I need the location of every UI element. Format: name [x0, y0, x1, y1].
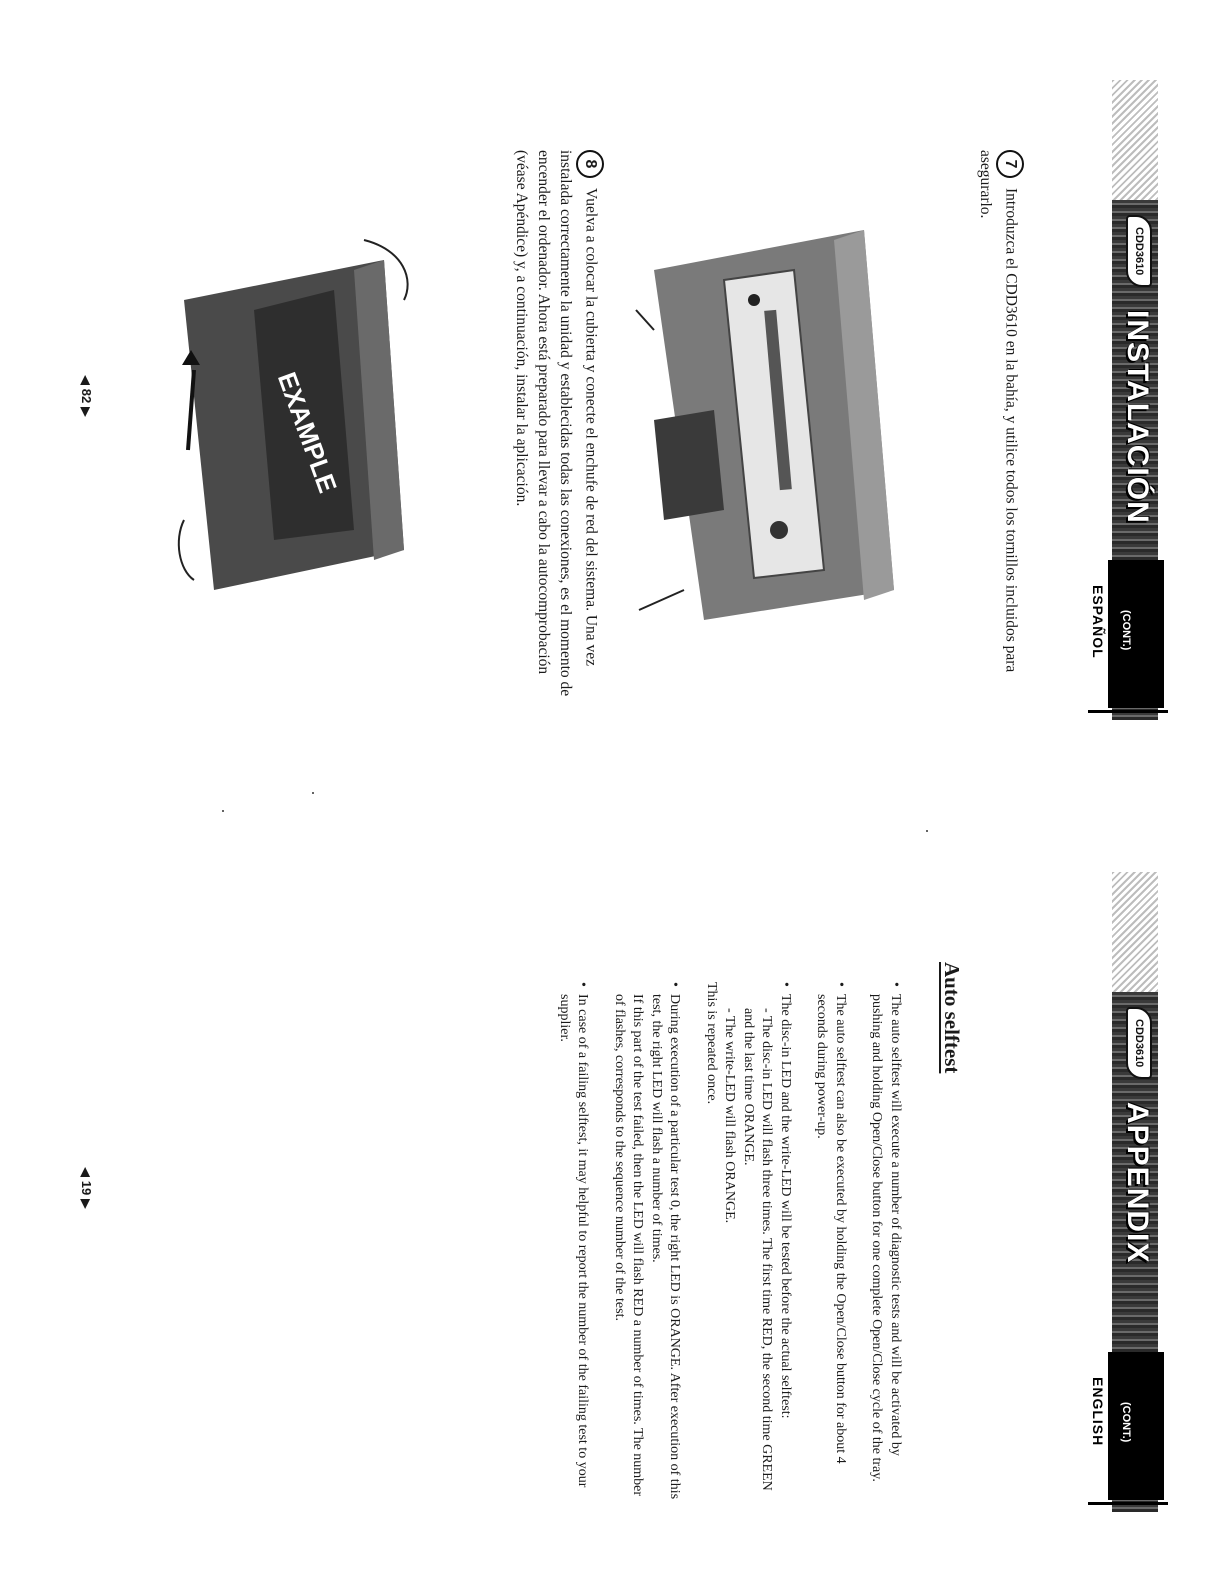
page-header — [1090, 0, 1172, 792]
triangle-right-icon: ▶ — [79, 1199, 93, 1209]
english-page — [0, 792, 1224, 1584]
section-header-title: APPENDIX — [1121, 1102, 1154, 1264]
scan-speck — [312, 792, 314, 794]
step-7 — [974, 150, 1024, 710]
header-rule — [1088, 1502, 1168, 1505]
product-logo: CDD3610 — [1126, 1007, 1152, 1079]
section-title: Auto selftest — [940, 962, 964, 1074]
selftest-bullet-list — [537, 982, 905, 1502]
scan-speck — [926, 830, 928, 832]
page-number-value: 19 — [79, 1180, 94, 1196]
page-header — [1090, 792, 1172, 1584]
step-text: Vuelva a colocar la cubierta y conecte el enchufe de red del sistema. Una vez instalada correctamente la unidad y establecidas todas las conexiones, es el momento de encender el ordenador. Ahora está preparado para llevar a cabo la autocomprobación (véase Apéndice) y, a continuación, instalar la aplicación. — [513, 150, 600, 697]
bullet-item — [702, 982, 795, 1502]
page-number-value: 82 — [79, 388, 94, 404]
header-black-tab — [1108, 1352, 1164, 1500]
example-label: EXAMPLE — [271, 368, 344, 497]
drive-installation-photo — [634, 210, 904, 630]
bullet-subtext: - The write-LED will flash ORANGE. — [722, 1008, 738, 1224]
product-logo: CDD3610 — [1126, 215, 1152, 287]
page-number — [79, 0, 94, 792]
header-cont-label: (CONT.) — [1120, 610, 1132, 651]
section-header-title: INSTALACIÓN — [1121, 310, 1154, 524]
header-rule — [1088, 710, 1168, 713]
step-8 — [510, 150, 604, 710]
triangle-left-icon: ◀ — [79, 375, 93, 385]
header-pattern — [1112, 80, 1158, 200]
bullet-item — [812, 982, 849, 1502]
cover-replacement-photo — [164, 220, 424, 610]
bullet-text: • The disc-in LED and the write-LED will be tested before the actual selftest: — [778, 994, 793, 1419]
triangle-left-icon: ◀ — [79, 1167, 93, 1177]
header-pattern — [1112, 872, 1158, 992]
bullet-item — [610, 982, 684, 1502]
bullet-text: • During execution of a particular test 0, the right LED is ORANGE. After execution of this test, the right LED will flash a number of times. — [649, 994, 683, 1500]
bullet-item — [555, 982, 592, 1502]
bullet-text: • The auto selftest can also be executed by holding the Open/Close button for about 4 seconds during power-up. — [814, 994, 848, 1464]
step-text: Introduzca el CDD3610 en la bahía, y utilice todos los tornillos incluidos para asegurarlo. — [977, 150, 1020, 673]
step-number: 8 — [576, 150, 604, 178]
scan-speck — [222, 810, 224, 812]
bullet-text: • The auto selftest will execute a number of diagnostic tests and will be activated by pushing and holding Open/Close button for one complete Open/Close cycle of the tray. — [869, 994, 903, 1482]
header-cont-label: (CONT.) — [1120, 1402, 1132, 1443]
language-label: ENGLISH — [1090, 1377, 1106, 1447]
bullet-item — [867, 982, 904, 1502]
step-number: 7 — [996, 150, 1024, 178]
triangle-right-icon: ▶ — [79, 407, 93, 417]
bullet-text: • In case of a failing selftest, it may helpful to report the number of the failing test to your supplier. — [557, 994, 591, 1488]
page-number — [79, 792, 94, 1584]
bullet-subtext: - The disc-in LED will flash three times. The first time RED, the second time GREEN and the last time ORANGE. — [741, 1008, 775, 1491]
bullet-note: This is repeated once. — [704, 982, 719, 1105]
language-label: ESPAÑOL — [1090, 585, 1106, 659]
bullet-text: If this part of the test failed, then the LED will flash RED a number of times. The number of flashes, corresponds to the sequence number of the test. — [612, 994, 646, 1497]
header-black-tab — [1108, 560, 1164, 708]
